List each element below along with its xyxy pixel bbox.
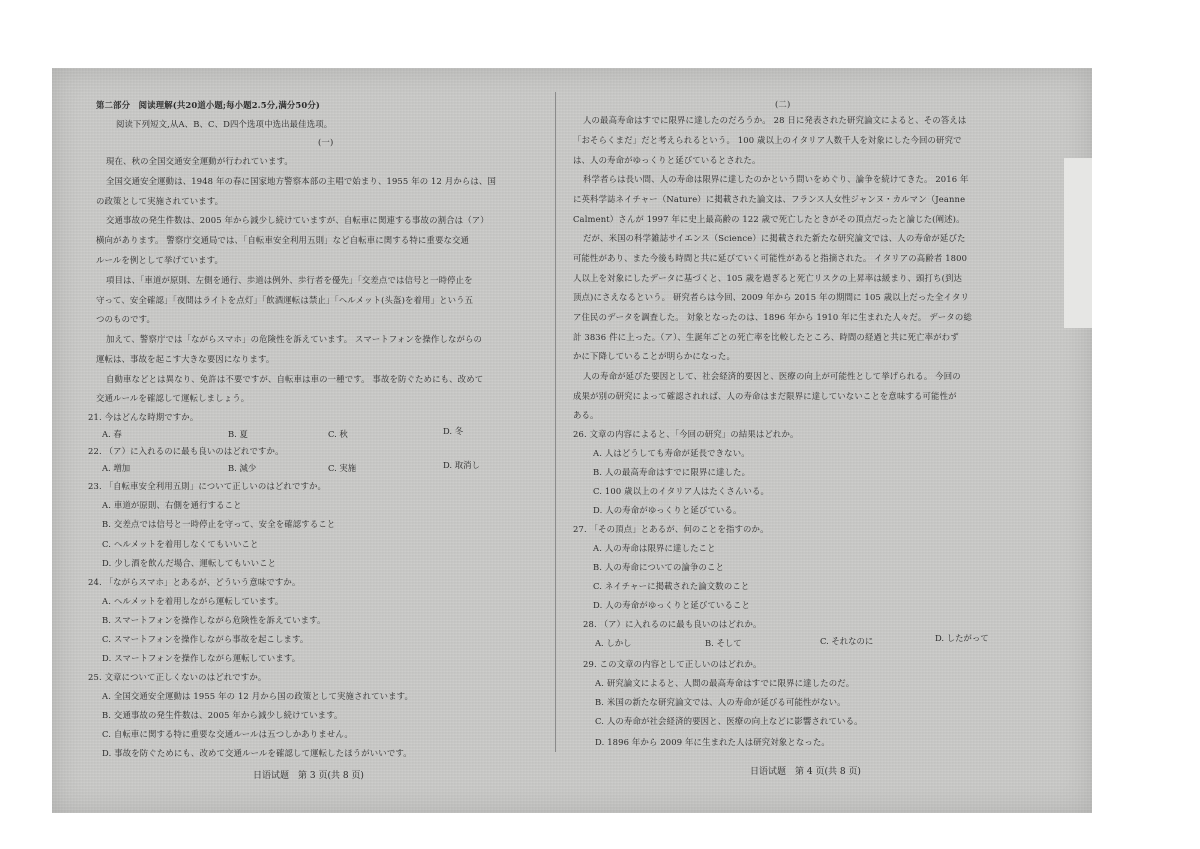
- option-24a[interactable]: A. ヘルメットを着用しながら運転しています。: [102, 596, 284, 606]
- option-23c[interactable]: C. ヘルメットを着用しなくてもいいこと: [102, 539, 259, 549]
- passage-number: (二): [775, 99, 791, 109]
- passage-line: 横向があります。 警察庁交通局では、「自転車安全利用五則」など自転車に関する特に重要な交通: [96, 235, 470, 245]
- question-24: 24. 「ながらスマホ」とあるが、どういう意味ですか。: [88, 577, 301, 587]
- passage-line: 人の最高寿命はすでに限界に達したのだろうか。 28 日に発表された研究論文によると、その答えは: [583, 115, 967, 125]
- passage-line: 項目は、「車道が原則、左側を通行、歩道は例外、歩行者を優先」「交差点では信号と一時停止を: [106, 275, 473, 285]
- passage-line: ア住民のデータを調査した。 対象となったのは、1896 年から 1910 年に生まれた人々だ。 データの総: [573, 312, 972, 322]
- passage-line: 全国交通安全運動は、1948 年の春に国家地方警察本部の主唱で始まり、1955 年の 12 月からは、国: [106, 176, 496, 186]
- passage-line: つのものです。: [96, 314, 156, 324]
- option-26d[interactable]: D. 人の寿命がゆっくりと延びている。: [593, 505, 742, 515]
- passage-line: Calment）さんが 1997 年に史上最高齢の 122 歳で死亡したときがその頂点だったと論じた(阐述)。: [573, 214, 965, 224]
- center-divider: [555, 92, 556, 752]
- section-heading: 第二部分 阅读理解(共20道小题;每小题2.5分,满分50分): [96, 100, 320, 110]
- option-28b[interactable]: B. そして: [705, 638, 742, 648]
- question-29: 29. この文章の内容として正しいのはどれか。: [583, 659, 762, 669]
- passage-line: ある。: [573, 410, 599, 420]
- instruction: 阅读下列短文,从A、B、C、D四个选项中选出最佳选项。: [116, 119, 333, 129]
- question-21: 21. 今はどんな時期ですか。: [88, 412, 199, 422]
- option-26c[interactable]: C. 100 歳以上のイタリア人はたくさんいる。: [593, 486, 770, 496]
- passage-line: 自動車などとは異なり、免許は不要ですが、自転車は車の一種です。 事故を防ぐためにも、改めて: [106, 374, 484, 384]
- option-21a[interactable]: A. 春: [102, 429, 122, 439]
- option-26b[interactable]: B. 人の最高寿命はすでに限界に達した。: [593, 467, 751, 477]
- page-footer-left: 日语试题 第 3 页(共 8 页): [253, 771, 364, 781]
- passage-line: かに下降していることが明らかになった。: [573, 351, 735, 361]
- option-22d[interactable]: D. 取消し: [443, 460, 480, 470]
- passage-line: だが、米国の科学雑誌サイエンス（Science）に掲載された新たな研究論文では、人の寿命が延びた: [583, 233, 966, 243]
- passage-line: 加えて、警察庁では「ながらスマホ」の危険性を訴えています。 スマートフォンを操作しながらの: [106, 334, 483, 344]
- passage-line: 可能性があり、また今後も時間と共に延びていく可能性があると指摘された。 イタリアの高齢者 1800: [573, 253, 968, 263]
- option-25b[interactable]: B. 交通事故の発生件数は、2005 年から減少し続けています。: [102, 710, 343, 720]
- option-26a[interactable]: A. 人はどうしても寿命が延長できない。: [593, 448, 750, 458]
- option-21d[interactable]: D. 冬: [443, 426, 464, 436]
- passage-line: 成果が別の研究によって確認されれば、人の寿命はまだ限界に達していないことを意味する可能性が: [573, 391, 957, 401]
- option-22c[interactable]: C. 実施: [328, 463, 357, 473]
- option-25d[interactable]: D. 事故を防ぐためにも、改めて交通ルールを確認して運転したほうがいいです。: [102, 748, 412, 758]
- passage-line: 交通事故の発生件数は、2005 年から減少し続けていますが、自転車に関連する事故の割合は（ア）: [106, 215, 489, 225]
- passage-number: (一): [318, 137, 334, 147]
- question-22: 22. （ア）に入れるのに最も良いのはどれですか。: [88, 446, 284, 456]
- passage-line: に英科学誌ネイチャー（Nature）に掲載された論文は、フランス人女性ジャンヌ・カルマン（Jeanne: [573, 194, 966, 204]
- option-22a[interactable]: A. 増加: [102, 463, 131, 473]
- passage-line: の政策として実施されています。: [96, 196, 224, 206]
- passage-line: 交通ルールを確認して運転しましょう。: [96, 393, 250, 403]
- option-28d[interactable]: D. したがって: [935, 633, 989, 643]
- option-21b[interactable]: B. 夏: [228, 429, 248, 439]
- option-27a[interactable]: A. 人の寿命は限界に達したこと: [593, 543, 716, 553]
- passage-line: 人の寿命が延びた要因として、社会経済的要因と、医療の向上が可能性として挙げられる。 今回の: [583, 371, 961, 381]
- option-27b[interactable]: B. 人の寿命についての論争のこと: [593, 562, 725, 572]
- passage-line: 守って、安全確認」「夜間はライトを点灯」「飲酒運転は禁止」「ヘルメット(头盔)を着用」という五: [96, 295, 474, 305]
- passage-line: ルールを例として挙げています。: [96, 255, 224, 265]
- option-29b[interactable]: B. 米国の新たな研究論文では、人の寿命が延びる可能性がない。: [595, 697, 846, 707]
- option-28c[interactable]: C. それなのに: [820, 636, 874, 646]
- option-29d[interactable]: D. 1896 年から 2009 年に生まれた人は研究対象となった。: [595, 737, 830, 747]
- passage-line: は、人の寿命がゆっくりと延びているとされた。: [573, 155, 761, 165]
- question-27: 27. 「その頂点」とあるが、何のことを指すのか。: [573, 524, 769, 534]
- passage-line: 顶点)にさえなるという。 研究者らは今回、2009 年から 2015 年の期間に 105 歳以上だった全イタリ: [573, 292, 969, 302]
- passage-line: 運転は、事故を起こす大きな要因になります。: [96, 354, 275, 364]
- option-21c[interactable]: C. 秋: [328, 429, 348, 439]
- option-25a[interactable]: A. 全国交通安全運動は 1955 年の 12 月から国の政策として実施されています。: [102, 691, 414, 701]
- option-25c[interactable]: C. 自転車に関する特に重要な交通ルールは五つしかありません。: [102, 729, 353, 739]
- option-23d[interactable]: D. 少し酒を飲んだ場合、運転してもいいこと: [102, 558, 277, 568]
- passage-line: 現在、秋の全国交通安全運動が行われています。: [106, 156, 293, 166]
- option-24c[interactable]: C. スマートフォンを操作しながら事故を起こします。: [102, 634, 309, 644]
- option-29a[interactable]: A. 研究論文によると、人間の最高寿命はすでに限界に達したのだ。: [595, 678, 855, 688]
- passage-line: 「おそらくまだ」だと考えられるという。 100 歳以上のイタリア人数千人を対象にした今回の研究で: [573, 135, 962, 145]
- question-26: 26. 文章の内容によると、「今回の研究」の結果はどれか。: [573, 429, 799, 439]
- option-27c[interactable]: C. ネイチャーに掲載された論文数のこと: [593, 581, 750, 591]
- option-23b[interactable]: B. 交差点では信号と一時停止を守って、安全を確認すること: [102, 519, 336, 529]
- option-28a[interactable]: A. しかし: [595, 638, 632, 648]
- passage-line: 人以上を対象にしたデータに基づくと、105 歳を過ぎると死亡リスクの上昇率は緩まり、頭打ち(到达: [573, 273, 963, 283]
- option-22b[interactable]: B. 減少: [228, 463, 257, 473]
- question-28: 28. （ア）に入れるのに最も良いのはどれか。: [583, 619, 762, 629]
- question-23: 23. 「自転車安全利用五則」について正しいのはどれですか。: [88, 481, 327, 491]
- page-edge: [1064, 158, 1092, 328]
- page-footer-right: 日语试题 第 4 页(共 8 页): [750, 767, 861, 777]
- option-23a[interactable]: A. 車道が原則、右側を通行すること: [102, 500, 242, 510]
- option-24d[interactable]: D. スマートフォンを操作しながら運転しています。: [102, 653, 301, 663]
- option-24b[interactable]: B. スマートフォンを操作しながら危険性を訴えています。: [102, 615, 326, 625]
- option-27d[interactable]: D. 人の寿命がゆっくりと延びていること: [593, 600, 751, 610]
- passage-line: 計 3836 件に上った。（ア）、生誕年ごとの死亡率を比較したところ、時間の経過と共に死亡率がわず: [573, 332, 959, 342]
- question-25: 25. 文章について正しくないのはどれですか。: [88, 672, 267, 682]
- option-29c[interactable]: C. 人の寿命が社会経済的要因と、医療の向上などに影響されている。: [595, 716, 863, 726]
- passage-line: 科学者らは長い間、人の寿命は限界に達したのかという問いをめぐり、論争を続けてきた。 2016 年: [583, 174, 969, 184]
